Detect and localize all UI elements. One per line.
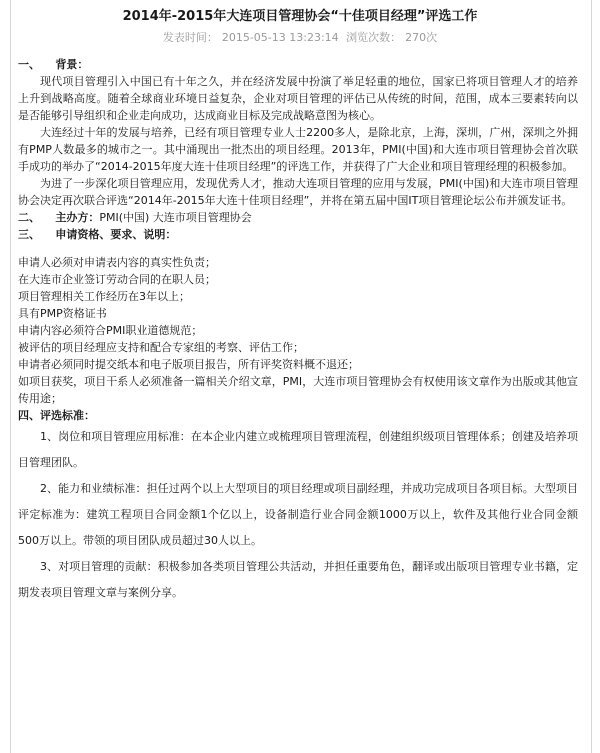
criteria-item: 3、对项目管理的贡献：积极参加各类项目管理公共活动，并担任重要角色，翻译或出版项目管理专业书籍，定期发表项目管理文章与案例分享。: [18, 560, 578, 599]
list-item: 申请内容必须符合PMI职业道德规范；: [18, 324, 203, 337]
organizer-text: PMI(中国) 大连市项目管理协会: [99, 211, 252, 224]
list-item: 申请者必须同时提交纸本和电子版项目报告，所有评奖资料概不退还；: [18, 358, 359, 371]
section-heading-organizer: 二、 主办方：: [18, 211, 100, 224]
list-item: 具有PMP资格证书: [18, 307, 107, 320]
list-item: 如项目获奖，项目干系人必须准备一篇相关介绍文章，PMI，大连市项目管理协会有权使用该文章作为出版或其他宣传用途；: [18, 375, 578, 405]
criteria-item: 2、能力和业绩标准：担任过两个以上大型项目的项目经理或项目副经理，并成功完成项目各项目标。大型项目评定标准为：建筑工程项目合同金额1个亿以上，设备制造行业合同金额1000万以上，软件及其他行业合同金额500万以上。带领的项目团队成员超过30人以上。: [18, 482, 578, 547]
publish-time: 2015-05-13 13:23:14: [221, 31, 339, 44]
section-heading-background: 一、 背景：: [18, 58, 89, 71]
article-body: [18, 56, 578, 606]
background-paragraph: 为进了一步深化项目管理应用，发现优秀人才，推动大连项目管理的应用与发展，PMI(中国)和大连市项目管理协会决定再次联合评选“2014年-2015年大连十佳项目经理”，并将在第五届中国IT项目管理论坛公布并颁发证书。: [18, 177, 578, 207]
section-heading-requirements: 三、 申请资格、要求、说明：: [18, 228, 177, 241]
background-paragraph: 现代项目管理引入中国已有十年之久，并在经济发展中扮演了举足轻重的地位，国家已将项目管理人才的培养上升到战略高度。随着全球商业环境日益复杂，企业对项目管理的评估已从传统的时间，范围，成本三要素转向以是否能够引导组织和企业走向成功，达成商业目标及完成战略意图为核心。: [18, 75, 578, 122]
list-item: 在大连市企业签订劳动合同的在职人员；: [18, 273, 216, 286]
list-item: 申请人必须对申请表内容的真实性负责；: [18, 256, 216, 269]
views-label: 浏览次数：: [346, 31, 402, 44]
section-heading-criteria: 四、评选标准：: [18, 409, 95, 422]
list-item: 项目管理相关工作经历在3年以上；: [18, 290, 190, 303]
criteria-item: 1、岗位和项目管理应用标准：在本企业内建立或梳理项目管理流程，创建组织级项目管理体系；创建及培养项目管理团队。: [18, 430, 578, 469]
article-meta: [0, 31, 600, 45]
publish-label: 发表时间：: [162, 31, 218, 44]
organizer-line: [18, 209, 578, 226]
requirements-list: [18, 254, 578, 407]
views-count: 270次: [405, 31, 438, 44]
background-paragraph: 大连经过十年的发展与培养，已经有项目管理专业人士2200多人，是除北京，上海，深圳，广州，深圳之外拥有PMP人数最多的城市之一。其中涌现出一批杰出的项目经理。2013年，PMI(中国)和大连市项目管理协会首次联手成功的举办了“2014-2015年度大连十佳项目经理”的评选工作，并获得了广大企业和项目管理经理的积极参加。: [18, 126, 578, 173]
list-item: 被评估的项目经理应支持和配合专家组的考察、评估工作；: [18, 341, 304, 354]
article-title: 2014年-2015年大连项目管理协会“十佳项目经理”评选工作: [122, 9, 478, 24]
